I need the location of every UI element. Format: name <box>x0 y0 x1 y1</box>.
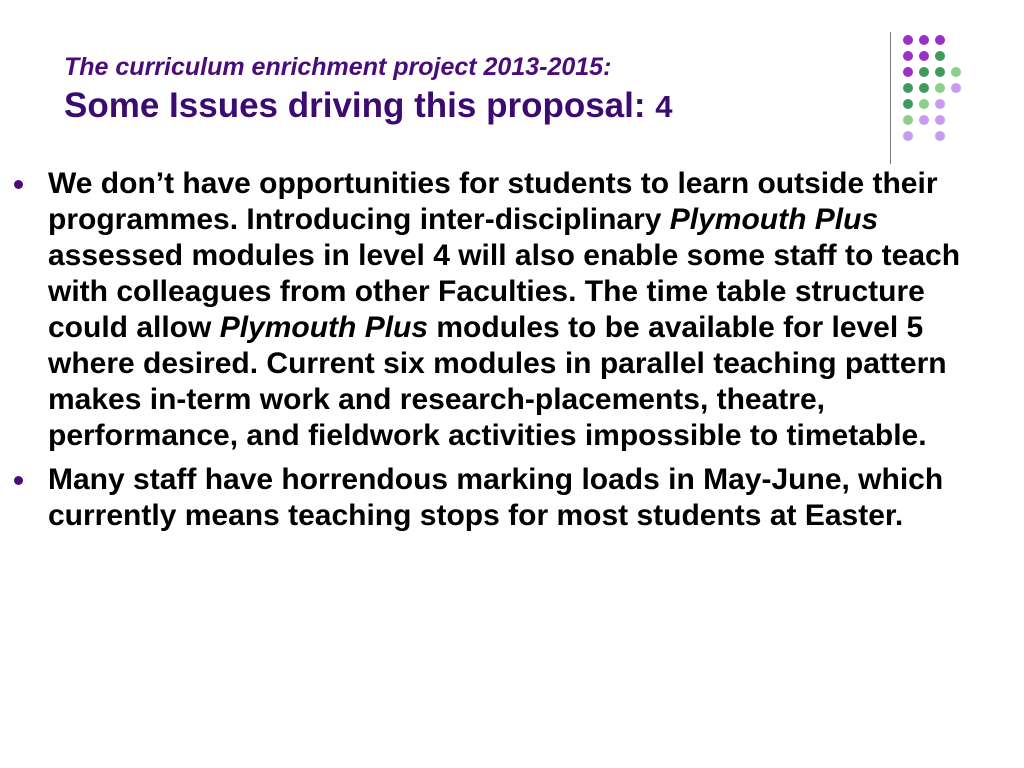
decorative-dot <box>935 99 945 109</box>
slide-title <box>64 84 864 129</box>
bullet-icon <box>14 180 23 189</box>
slide-subtitle: The curriculum enrichment project 2013-2015: <box>64 53 612 81</box>
bullet-1-emphasis-b: Plymouth Plus <box>219 311 429 344</box>
bullet-2-text: Many staff have horrendous marking loads in May-June, which currently means teaching stops for most students at Easter. <box>48 463 944 532</box>
slide-title-text: Some Issues driving this proposal: <box>64 86 656 125</box>
decorative-dot <box>935 51 945 61</box>
decorative-dot <box>951 83 961 93</box>
decorative-dot <box>903 83 913 93</box>
decorative-dot <box>935 35 945 45</box>
title-block <box>64 50 864 129</box>
decorative-dot <box>951 67 961 77</box>
decorative-dot <box>935 131 945 141</box>
bullet-1-text-b: assessed modules in level 4 will also enable some staff to teach with colleagues from other Faculties. The time table structure could allow <box>48 239 961 344</box>
decorative-dot <box>935 83 945 93</box>
decorative-dot <box>903 115 913 125</box>
vertical-divider <box>890 32 891 164</box>
decorative-dot-grid <box>903 33 983 163</box>
decorative-dot <box>919 83 929 93</box>
slide-title-number: 4 <box>655 89 673 124</box>
bullet-item-1 <box>12 166 1012 454</box>
bullet-1-text-c: modules to be available for level 5 where desired. Current six modules in parallel teaching pattern makes in-term work and research-placements, theatre, performance, and fieldwork activities impossible to timetable. <box>48 311 947 452</box>
decorative-dot <box>919 51 929 61</box>
decorative-dot <box>903 51 913 61</box>
bullet-icon <box>14 476 23 485</box>
decorative-dot <box>935 115 945 125</box>
decorative-dot <box>903 35 913 45</box>
decorative-dot <box>903 131 913 141</box>
decorative-dot <box>919 35 929 45</box>
decorative-dot <box>903 67 913 77</box>
bullet-item-2 <box>12 462 1012 534</box>
decorative-dot <box>919 99 929 109</box>
decorative-dot <box>919 67 929 77</box>
bullet-1-emphasis-a: Plymouth Plus <box>669 203 879 236</box>
decorative-dot <box>903 99 913 109</box>
bullet-list <box>12 166 1012 542</box>
decorative-dot <box>919 115 929 125</box>
bullet-1-text-a: We don’t have opportunities for students to learn outside their programmes. Introducing inter-disciplinary <box>48 167 938 236</box>
decorative-dot <box>935 67 945 77</box>
